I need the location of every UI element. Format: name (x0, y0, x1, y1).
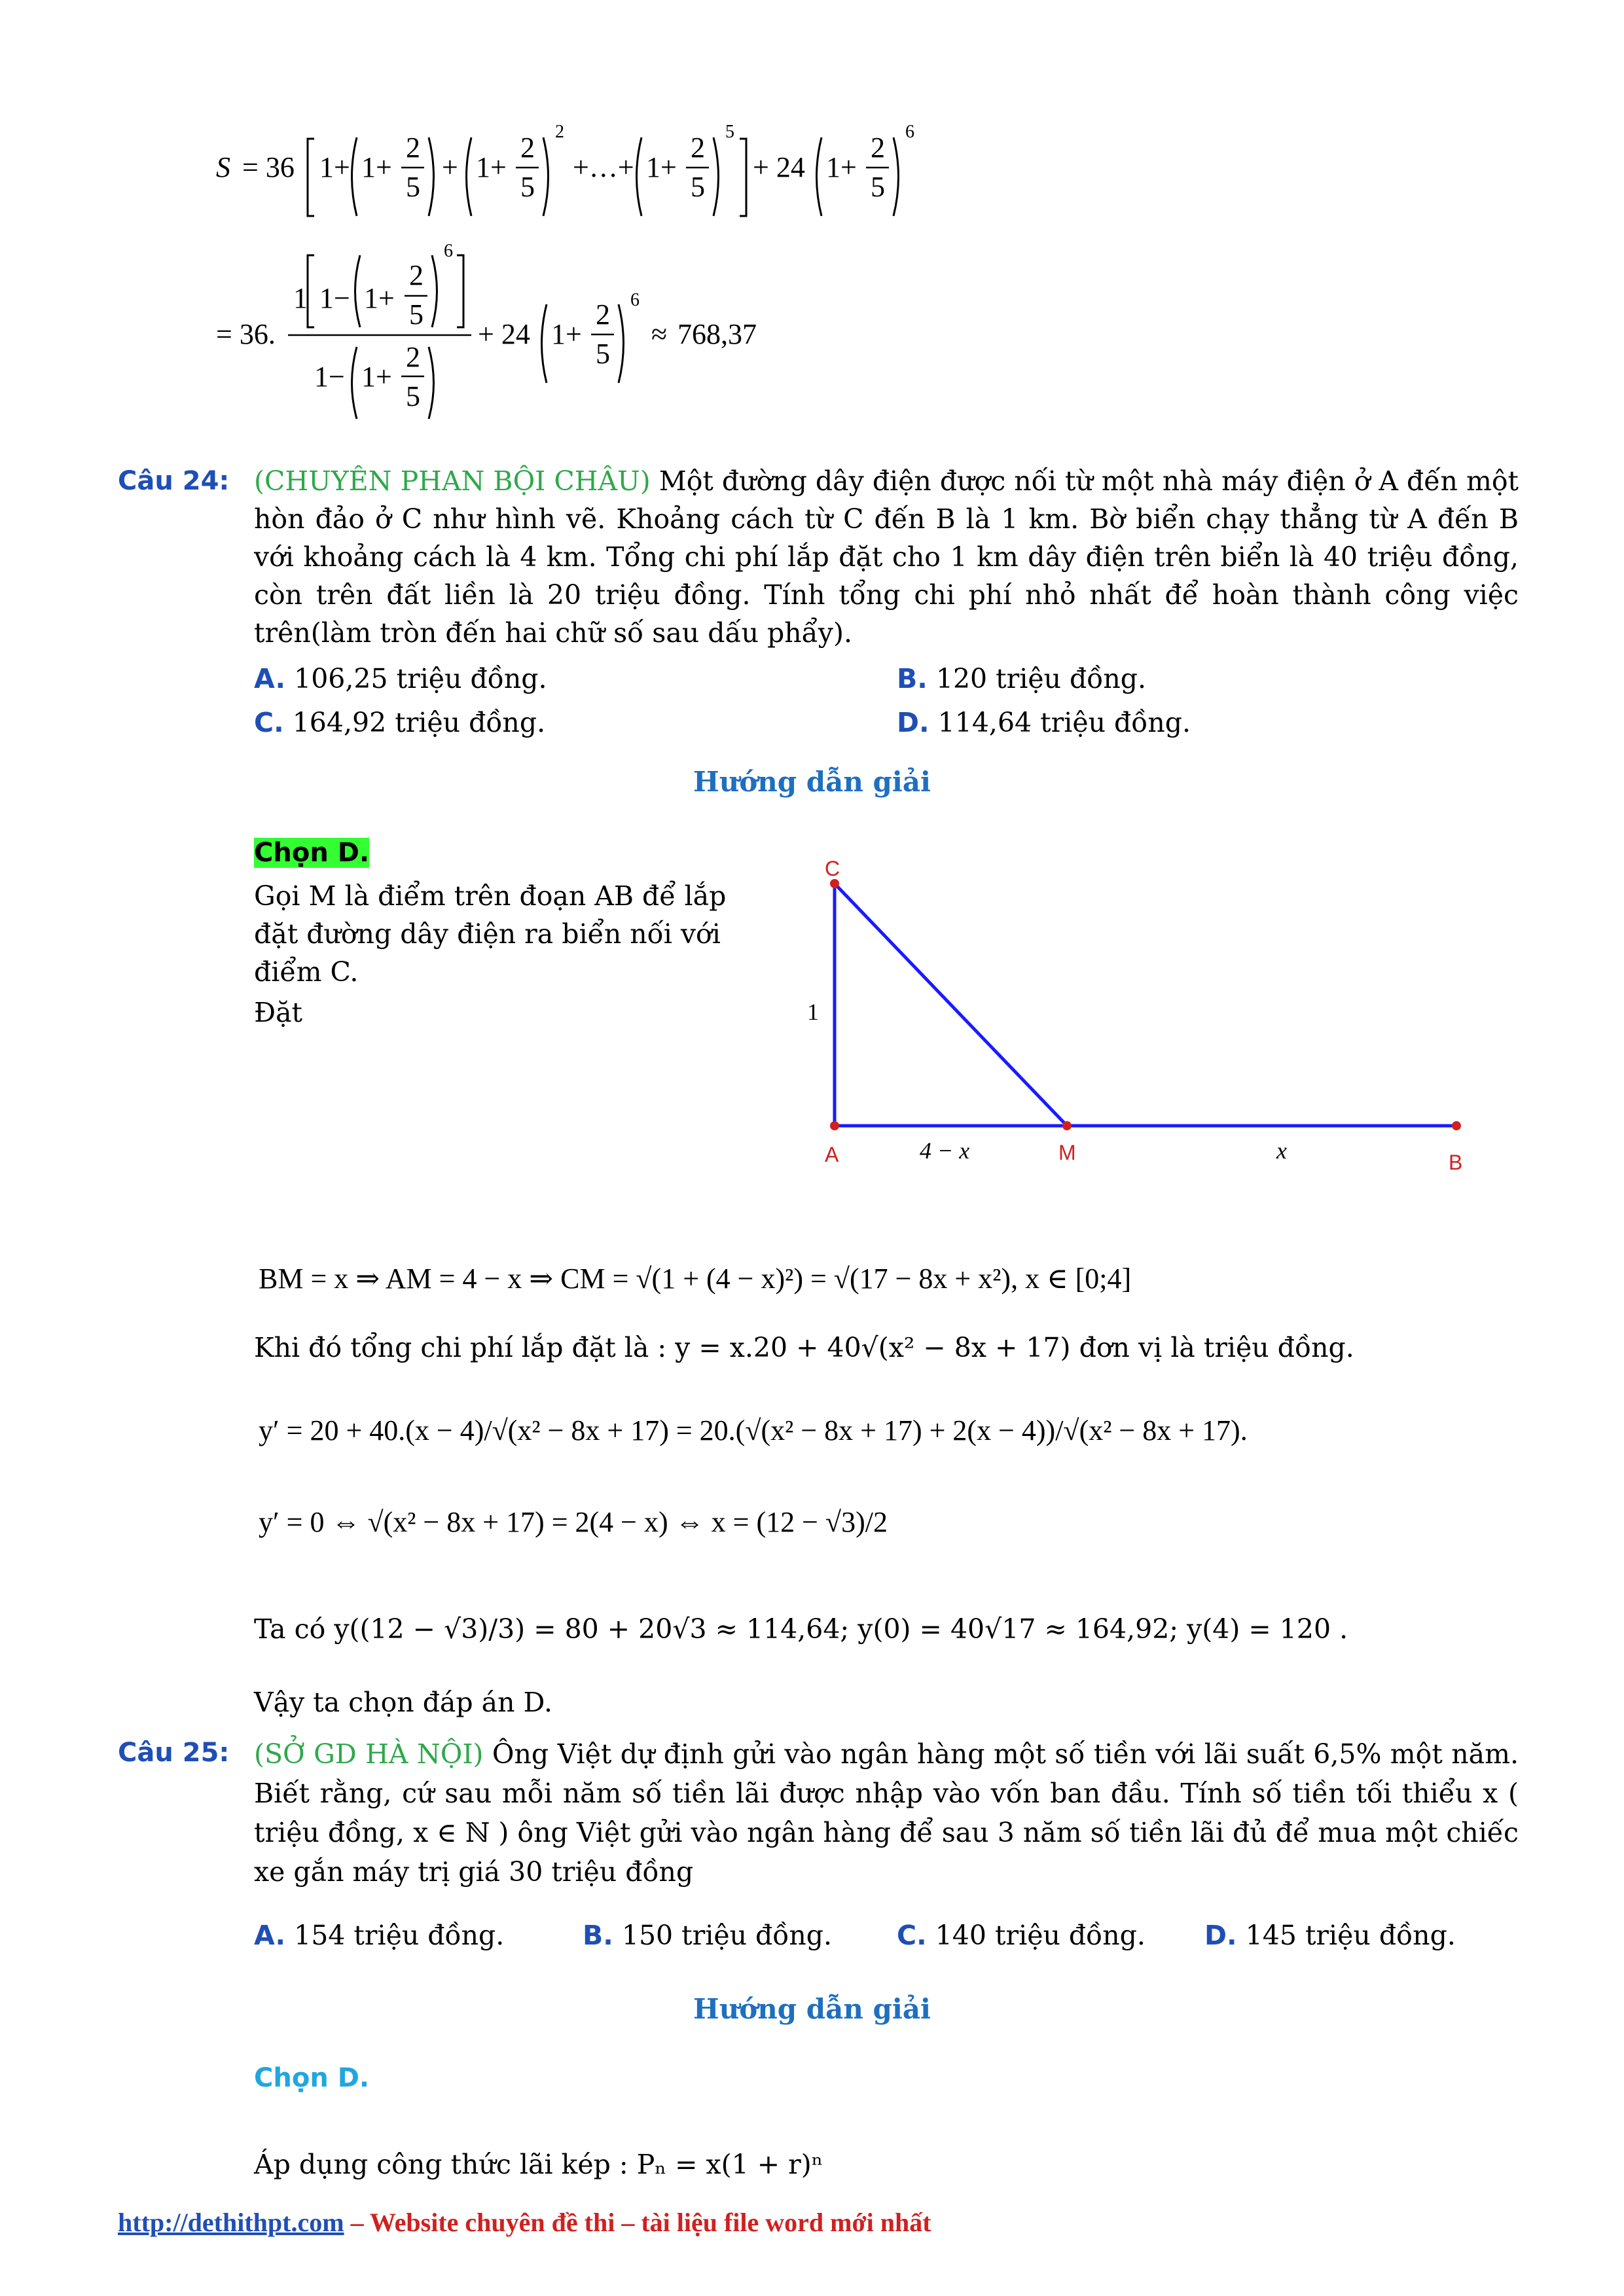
svg-text:1: 1 (293, 282, 308, 314)
svg-text:2: 2 (691, 132, 705, 164)
question-25-body: Ông Việt dự định gửi vào ngân hàng một số tiền với lãi suất 6,5% một năm. Biết rằng, cứ sau mỗi năm số tiền lãi được nhập vào vốn ban đầu. Tính số tiền tối thiểu x ( triệu đồng, x ∈ ℕ ) ông Việt gửi vào ngân hàng để sau 3 năm số tiền lãi đủ để mua một chiếc xe gắn máy trị giá 30 triệu đồng (254, 1738, 1519, 1888)
svg-text:6: 6 (905, 122, 914, 142)
svg-text:6: 6 (630, 290, 640, 310)
q24-option-a-text: 106,25 triệu đồng. (294, 663, 547, 694)
svg-text:+ 24: + 24 (478, 318, 530, 350)
svg-text:5: 5 (406, 171, 420, 203)
svg-text:1+: 1+ (319, 151, 350, 183)
question-25-source: (SỞ GD HÀ NỘI) (254, 1738, 484, 1770)
q24-option-c-letter: C. (254, 707, 284, 738)
svg-text:5: 5 (596, 338, 610, 370)
q24-conclusion: Vậy ta chọn đáp án D. (254, 1687, 552, 1718)
q24-eq2: y′ = 20 + 40.(x − 4)/√(x² − 8x + 17) = 20.(√(x² − 8x + 17) + 2(x − 4))/√(x² − 8x + 17). (259, 1414, 1248, 1446)
q24-solution-intro: Gọi M là điểm trên đoạn AB để lắp đặt đường dây điện ra biển nối với điểm C. (254, 880, 727, 988)
svg-text:2: 2 (871, 132, 885, 164)
svg-text:+…+: +…+ (573, 151, 634, 183)
svg-text:+ 24: + 24 (753, 151, 805, 183)
q24-eq1: BM = x ⇒ AM = 4 − x ⇒ CM = √(1 + (4 − x)²) = √(17 − 8x + x²), x ∈ [0;4] (259, 1263, 1132, 1295)
q25-option-c-text: 140 triệu đồng. (935, 1920, 1146, 1951)
q24-dat: Đặt (254, 997, 303, 1028)
svg-text:1+: 1+ (826, 151, 857, 183)
q25-option-c-letter: C. (897, 1920, 927, 1951)
q25-option-b (583, 1916, 832, 1954)
svg-text:5: 5 (406, 380, 420, 412)
point-a (830, 1121, 839, 1130)
svg-text:2: 2 (596, 298, 610, 331)
svg-text:2: 2 (520, 132, 535, 164)
label-a: A (825, 1143, 839, 1166)
question-24-label: Câu 24: (118, 466, 230, 496)
label-am: 4 − x (920, 1138, 970, 1164)
svg-text:1+: 1+ (361, 361, 392, 393)
q25-option-d (1204, 1916, 1456, 1954)
q24-figure (772, 857, 1492, 1198)
point-b (1452, 1121, 1461, 1130)
svg-text:S: S (216, 151, 230, 183)
question-24-text (254, 462, 1519, 652)
q25-option-a-text: 154 triệu đồng. (294, 1920, 505, 1951)
label-side-ac: 1 (807, 999, 819, 1025)
q24-option-b-text: 120 triệu đồng. (935, 663, 1147, 694)
top-formula (216, 111, 1067, 439)
q25-option-b-text: 150 triệu đồng. (621, 1920, 833, 1951)
q24-guide-heading: Hướng dẫn giải (693, 766, 931, 798)
svg-text:1+: 1+ (361, 151, 392, 183)
svg-text:+: + (442, 151, 458, 183)
q24-option-b-letter: B. (897, 663, 928, 694)
question-24-body: Một đường dây điện được nối từ một nhà máy điện ở A đến một hòn đảo ở C như hình vẽ. Khoảng cách từ C đến B là 1 km. Bờ biển chạy thẳng từ A đến B với khoảng cách là 4 km. Tổng chi phí lắp đặt cho 1 km dây điện trên biển là 40 triệu đồng, còn trên đất liền là 20 triệu đồng. Tính tổng chi phí nhỏ nhất để hoàn thành công việc trên(làm tròn đến hai chữ số sau dấu phẩy). (254, 465, 1519, 649)
top-formula-result: 768,37 (677, 318, 757, 350)
svg-text:2: 2 (409, 259, 424, 291)
q25-formula-text: Áp dụng công thức lãi kép : Pₙ = x(1 + r)ⁿ (254, 2149, 823, 2180)
svg-text:2: 2 (555, 122, 564, 142)
svg-text:≈: ≈ (651, 318, 668, 350)
q24-choose (254, 838, 369, 868)
svg-text:2: 2 (406, 341, 420, 373)
svg-text:1−: 1− (314, 361, 345, 393)
q24-figure-svg (772, 857, 1492, 1198)
q25-choose: Chọn D. (254, 2063, 370, 2093)
q25-option-c (897, 1916, 1146, 1954)
q24-option-a-letter: A. (254, 663, 286, 694)
q25-option-d-text: 145 triệu đồng. (1245, 1920, 1456, 1951)
q24-cost-text: Khi đó tổng chi phí lắp đặt là : y = x.20 + 40√(x² − 8x + 17) đơn vị là triệu đồng. (254, 1332, 1354, 1363)
question-25-text (254, 1734, 1519, 1892)
label-c: C (825, 857, 840, 880)
q24-option-a (254, 660, 547, 698)
svg-text:2: 2 (406, 132, 420, 164)
svg-text:5: 5 (691, 171, 705, 203)
svg-text:1+: 1+ (646, 151, 677, 183)
q24-eq4: Ta có y((12 − √3)/3) = 80 + 20√3 ≈ 114,64; y(0) = 40√17 ≈ 164,92; y(4) = 120 . (254, 1613, 1348, 1645)
q25-guide-heading: Hướng dẫn giải (693, 1993, 931, 2025)
question-24-source: (CHUYÊN PHAN BỘI CHÂU) (254, 465, 651, 497)
svg-text:5: 5 (871, 171, 885, 203)
q24-option-b (897, 660, 1146, 698)
svg-text:1+: 1+ (364, 282, 395, 314)
q25-option-a-letter: A. (254, 1920, 286, 1951)
page-footer (118, 2207, 931, 2238)
svg-text:= 36.: = 36. (216, 318, 276, 350)
svg-text:1+: 1+ (476, 151, 507, 183)
point-m (1062, 1121, 1072, 1130)
svg-text:1−: 1− (319, 282, 350, 314)
q25-option-d-letter: D. (1204, 1920, 1237, 1951)
q24-option-d (897, 704, 1191, 742)
q24-choose-text: Chọn D. (254, 838, 370, 868)
footer-tagline: – Website chuyên đề thi – tài liệu file word mới nhất (344, 2208, 931, 2237)
svg-text:5: 5 (520, 171, 535, 203)
q25-option-a (254, 1916, 504, 1954)
q24-option-c-text: 164,92 triệu đồng. (292, 707, 546, 738)
q25-option-b-letter: B. (583, 1920, 613, 1951)
footer-link[interactable]: http://dethithpt.com (118, 2208, 344, 2237)
svg-text:= 36: = 36 (242, 151, 295, 183)
q24-option-c (254, 704, 545, 742)
question-25-label: Câu 25: (118, 1738, 230, 1768)
label-mb: x (1276, 1138, 1287, 1164)
svg-text:5: 5 (409, 298, 424, 331)
top-formula-svg (216, 111, 1067, 439)
svg-text:5: 5 (725, 122, 734, 142)
label-m: M (1058, 1141, 1076, 1164)
label-b: B (1449, 1151, 1463, 1174)
svg-text:6: 6 (444, 241, 453, 261)
q24-option-d-letter: D. (897, 707, 929, 738)
q24-option-d-text: 114,64 triệu đồng. (937, 707, 1191, 738)
point-c (830, 879, 839, 888)
q24-eq3: y′ = 0 ⇔ √(x² − 8x + 17) = 2(4 − x) ⇔ x = (12 − √3)/2 (259, 1506, 888, 1538)
svg-text:1+: 1+ (551, 318, 582, 350)
segment-cm (835, 884, 1067, 1126)
